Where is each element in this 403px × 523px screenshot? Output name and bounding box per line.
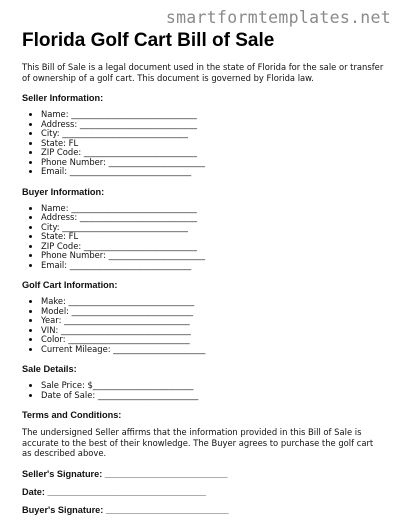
date-line: Date: _______________________________ bbox=[22, 486, 206, 497]
seller-fields bbox=[22, 110, 384, 177]
document-body bbox=[22, 30, 384, 523]
cart-color-field: • Color: _____________________________ bbox=[41, 335, 384, 345]
buyer-state-field: • State: FL bbox=[41, 232, 384, 242]
seller-zip-field: • ZIP Code: ___________________________ bbox=[41, 148, 384, 158]
buyer-zip-field: • ZIP Code: ___________________________ bbox=[41, 242, 384, 252]
terms-heading: Terms and Conditions: bbox=[22, 410, 122, 420]
watermark: smartformtemplates.net bbox=[165, 8, 391, 27]
cart-heading: Golf Cart Information: bbox=[22, 280, 118, 290]
buyer-address-field: • Address: ____________________________ bbox=[41, 213, 384, 223]
seller-name-field: • Name: ______________________________ bbox=[41, 110, 384, 120]
buyer-email-field: • Email: _____________________________ bbox=[41, 261, 384, 271]
cart-model-field: • Model: _____________________________ bbox=[41, 307, 384, 317]
sale-heading: Sale Details: bbox=[22, 364, 77, 374]
seller-heading: Seller Information: bbox=[22, 93, 104, 103]
document-title: Florida Golf Cart Bill of Sale bbox=[22, 30, 275, 51]
cart-year-field: • Year: ______________________________ bbox=[41, 316, 384, 326]
buyer-fields bbox=[22, 204, 384, 271]
sale-price-field: • Sale Price: $________________________ bbox=[41, 381, 384, 391]
cart-make-field: • Make: ______________________________ bbox=[41, 297, 384, 307]
cart-fields bbox=[22, 297, 384, 354]
sale-date-field: • Date of Sale: ________________________ bbox=[41, 391, 384, 401]
seller-state-field: • State: FL bbox=[41, 139, 384, 149]
buyer-phone-field: • Phone Number: _______________________ bbox=[41, 251, 384, 261]
cart-mileage-field: • Current Mileage: ______________________ bbox=[41, 345, 384, 355]
intro-paragraph: This Bill of Sale is a legal document used in the state of Florida for the sale or transfer of ownership of a golf cart. This document is governed by Florida law. bbox=[22, 62, 384, 83]
seller-email-field: • Email: _____________________________ bbox=[41, 167, 384, 177]
seller-signature-line: Seller's Signature: ________________________ bbox=[22, 468, 228, 479]
buyer-signature-line: Buyer's Signature: ________________________ bbox=[22, 504, 229, 515]
buyer-city-field: • City: ______________________________ bbox=[41, 223, 384, 233]
buyer-heading: Buyer Information: bbox=[22, 186, 105, 197]
seller-city-field: • City: ______________________________ bbox=[41, 129, 384, 139]
seller-address-field: • Address: ____________________________ bbox=[41, 120, 384, 130]
seller-phone-field: • Phone Number: _______________________ bbox=[41, 158, 384, 168]
terms-paragraph: The undersigned Seller affirms that the information provided in this Bill of Sale is accurate to the best of their knowledge. The Buyer agrees to purchase the golf cart as described above. bbox=[22, 427, 374, 458]
cart-vin-field: • VIN: _______________________________ bbox=[41, 326, 384, 336]
buyer-name-field: • Name: ______________________________ bbox=[41, 204, 384, 214]
sale-fields bbox=[22, 381, 384, 400]
